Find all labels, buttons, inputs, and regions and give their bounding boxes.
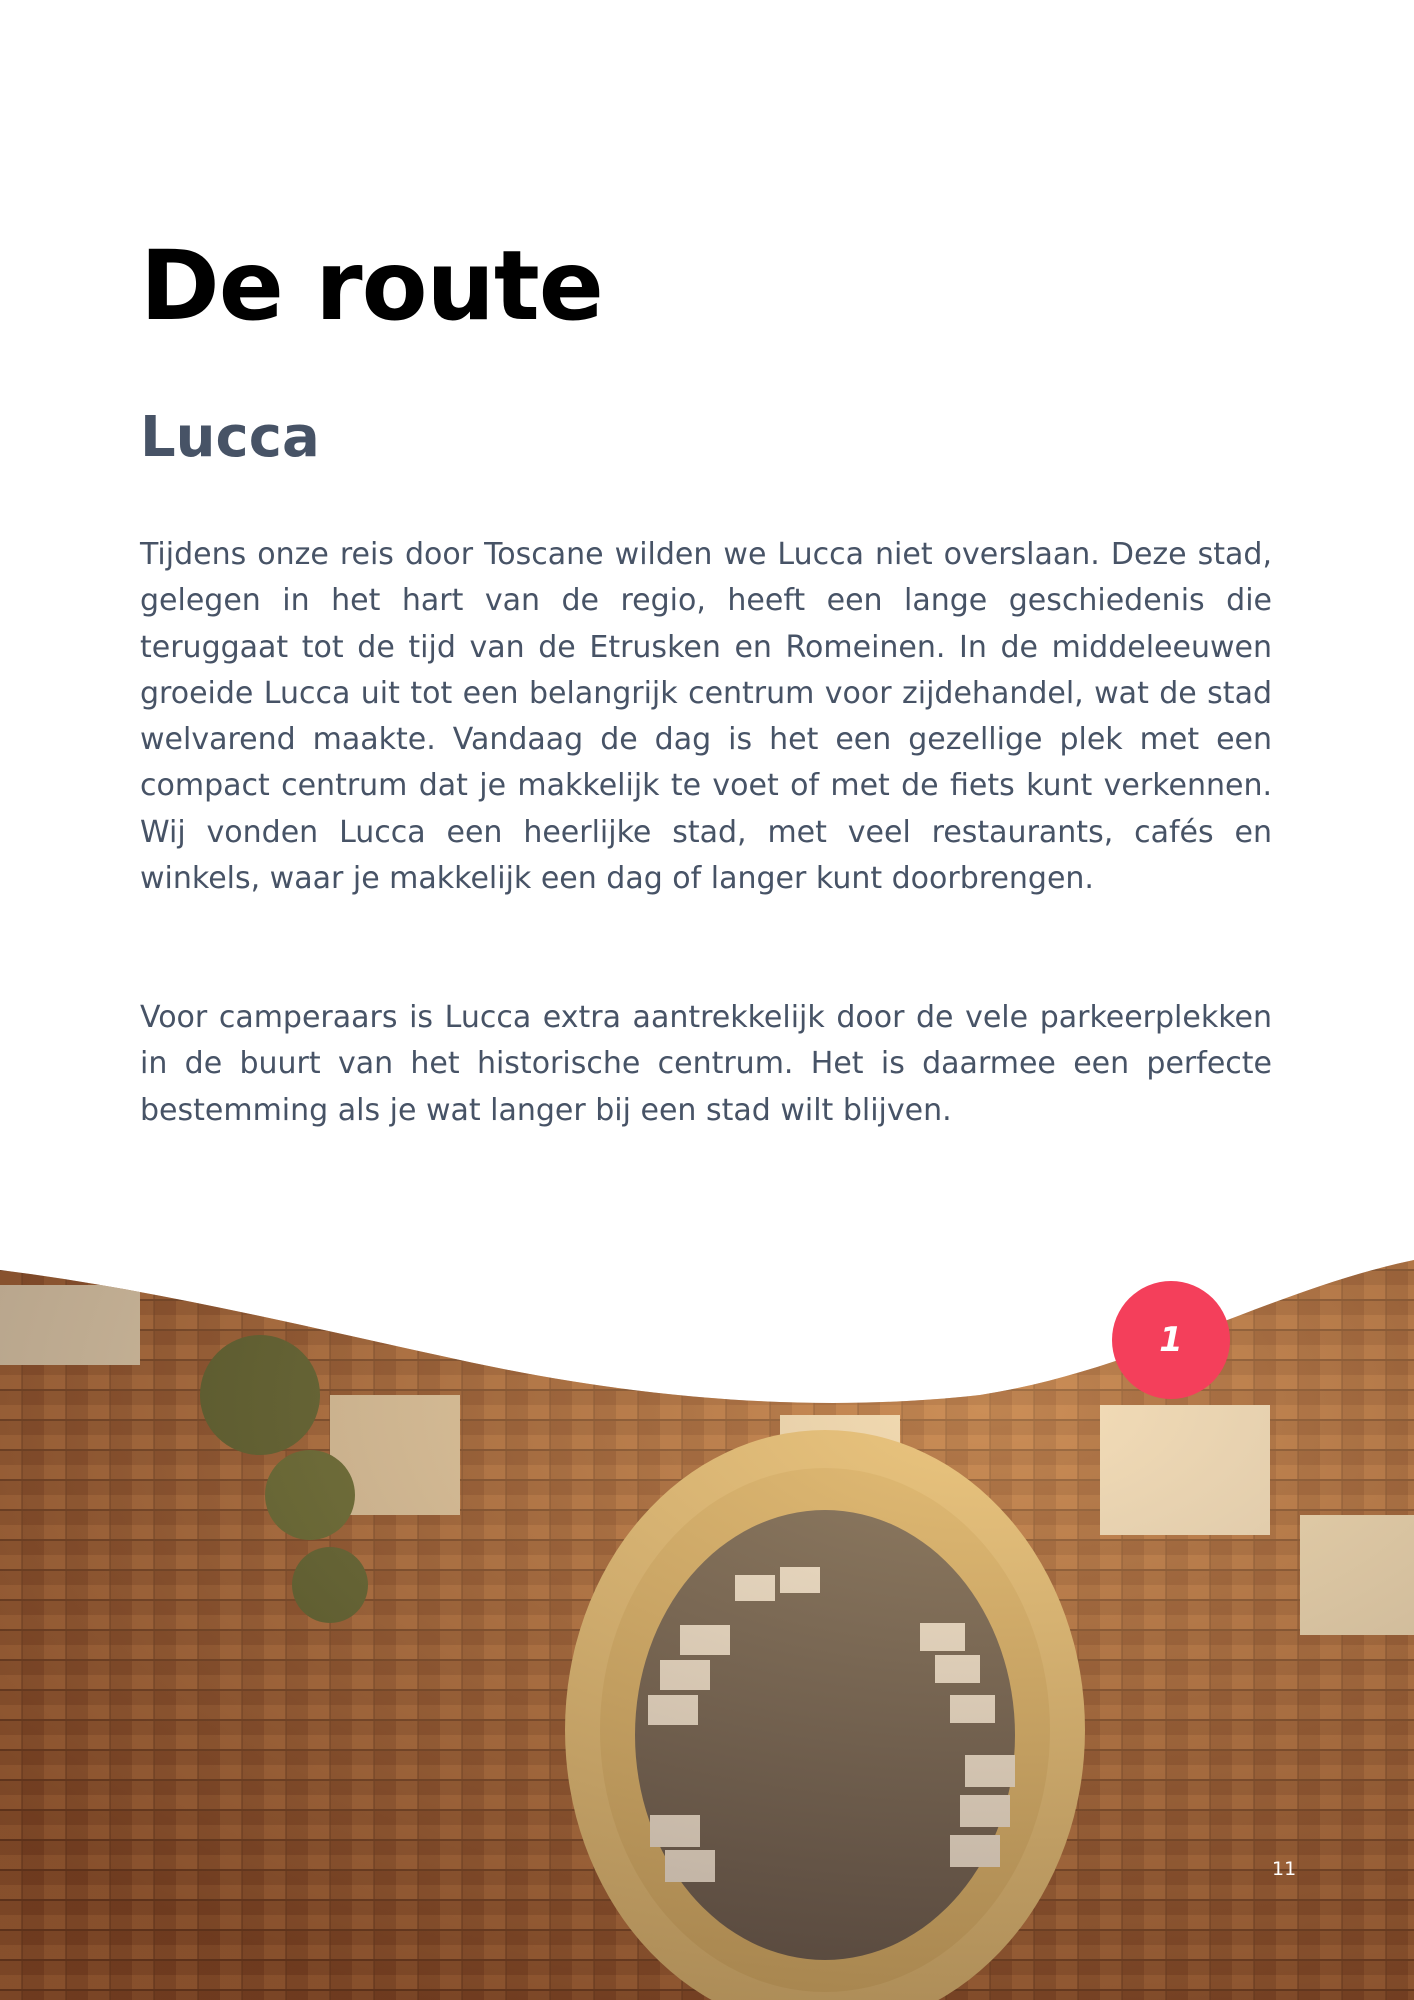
route-number: 1 <box>1159 1320 1183 1360</box>
section-title-lucca: Lucca <box>140 405 320 470</box>
paragraph-intro: Tijdens onze reis door Toscane wilden we Lucca niet overslaan. Deze stad, gelegen in het hart van de regio, heeft een lange geschiedenis die teruggaat tot de tijd van de Etrusken en Romeinen. In de middeleeuwen groeide Lucca uit tot een belangrijk centrum voor zijdehandel, wat de stad welvarend maakte. Vandaag de dag is het een gezellige plek met een compact centrum dat je makkelijk te voet of met de fiets kunt verkennen. Wij vonden Lucca een heerlijke stad, met veel restaurants, cafés en winkels, waar je makkelijk een dag of langer kunt doorbrengen. <box>140 537 1272 897</box>
page-number: 11 <box>1272 1858 1297 1880</box>
route-number-badge <box>1112 1281 1230 1399</box>
page-title: De route <box>140 230 603 342</box>
paragraph-campers: Voor camperaars is Lucca extra aantrekkelijk door de vele parkeerplekken in de buurt van het historische centrum. Het is daarmee een perfecte bestemming als je wat langer bij een stad wilt blijven. <box>140 1000 1272 1128</box>
